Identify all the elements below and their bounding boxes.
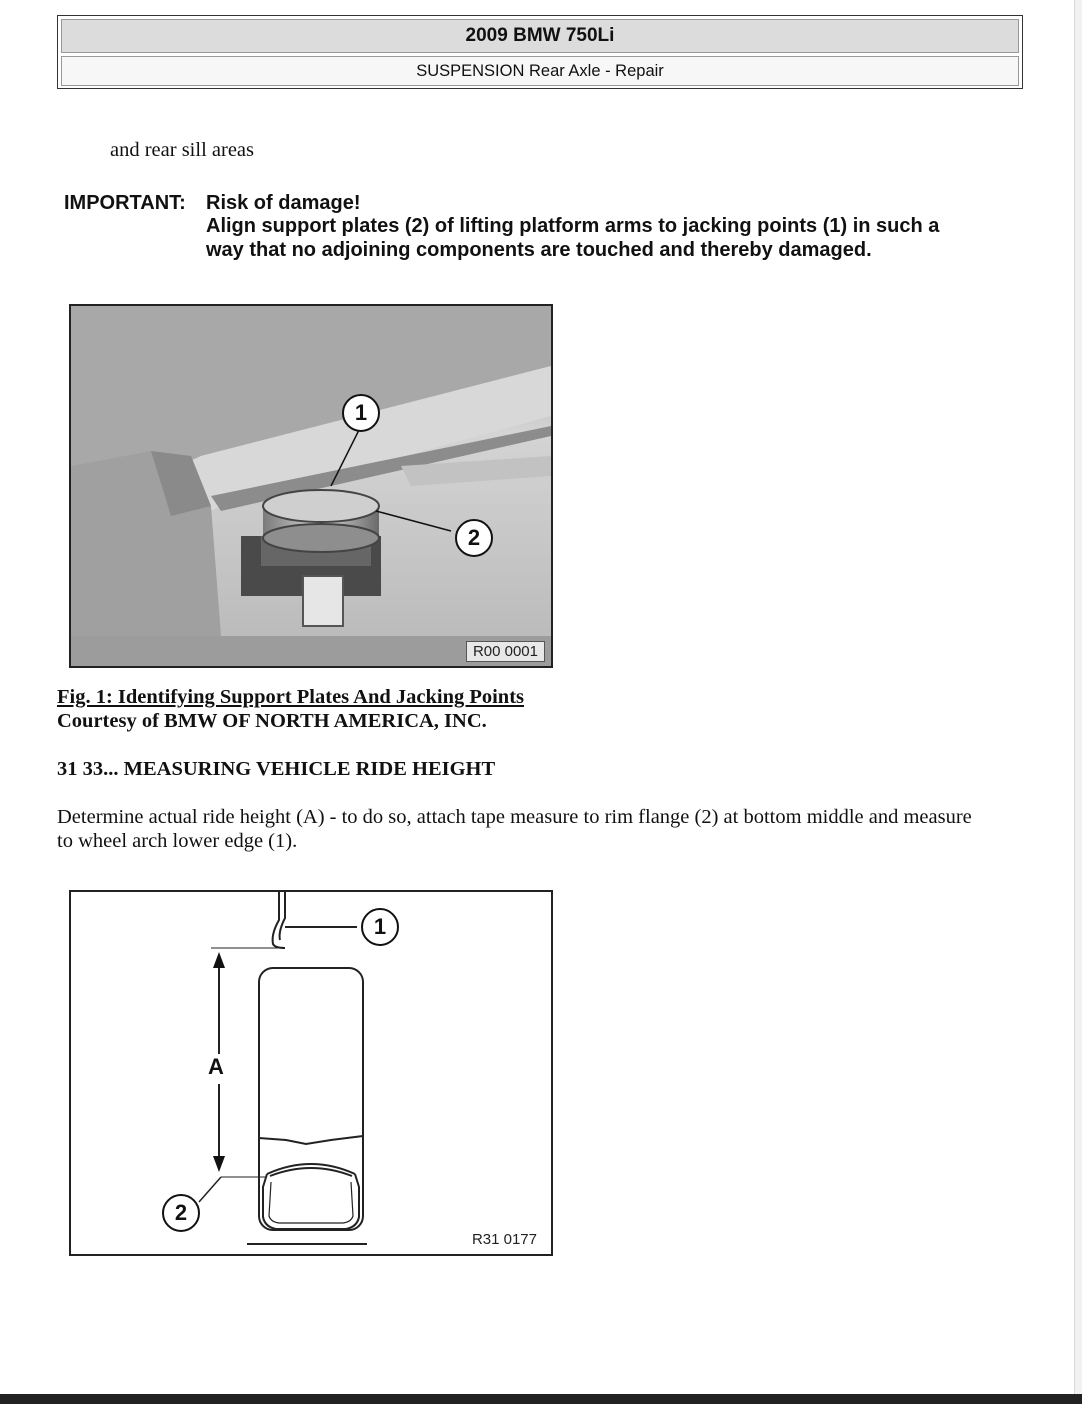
jacking-point-illustration	[71, 306, 551, 666]
ride-height-dimension-label: A	[208, 1054, 224, 1079]
callout-2: 2	[162, 1194, 200, 1232]
figure-code: R00 0001	[466, 641, 545, 662]
callout-2: 2	[455, 519, 493, 557]
procedure-text-line-2: to wheel arch lower edge (1).	[57, 830, 298, 852]
section-subtitle: SUSPENSION Rear Axle - Repair	[61, 56, 1019, 86]
figure-code: R31 0177	[471, 1231, 537, 1248]
figure-jacking-points-photo	[69, 304, 553, 668]
figure-ride-height-diagram	[69, 890, 553, 1256]
vehicle-title: 2009 BMW 750Li	[61, 19, 1019, 53]
page-edge-bottom	[0, 1394, 1082, 1404]
document-header	[57, 15, 1023, 89]
figure-caption: Fig. 1: Identifying Support Plates And Jacking Points	[57, 686, 525, 708]
important-line-2: Align support plates (2) of lifting platform arms to jacking points (1) in such a	[206, 215, 940, 237]
intro-fragment: and rear sill areas	[110, 139, 254, 161]
important-label: IMPORTANT:	[64, 192, 186, 214]
important-line-1: Risk of damage!	[206, 192, 361, 214]
section-heading: 31 33... MEASURING VEHICLE RIDE HEIGHT	[57, 758, 496, 780]
ride-height-drawing	[71, 892, 551, 1254]
callout-1: 1	[361, 908, 399, 946]
figure-courtesy: Courtesy of BMW OF NORTH AMERICA, INC.	[57, 710, 487, 732]
important-line-3: way that no adjoining components are touched and thereby damaged.	[206, 239, 872, 261]
procedure-text-line-1: Determine actual ride height (A) - to do so, attach tape measure to rim flange (2) at bottom middle and measure	[57, 806, 972, 828]
callout-1: 1	[342, 394, 380, 432]
page-edge-right	[1074, 0, 1082, 1404]
